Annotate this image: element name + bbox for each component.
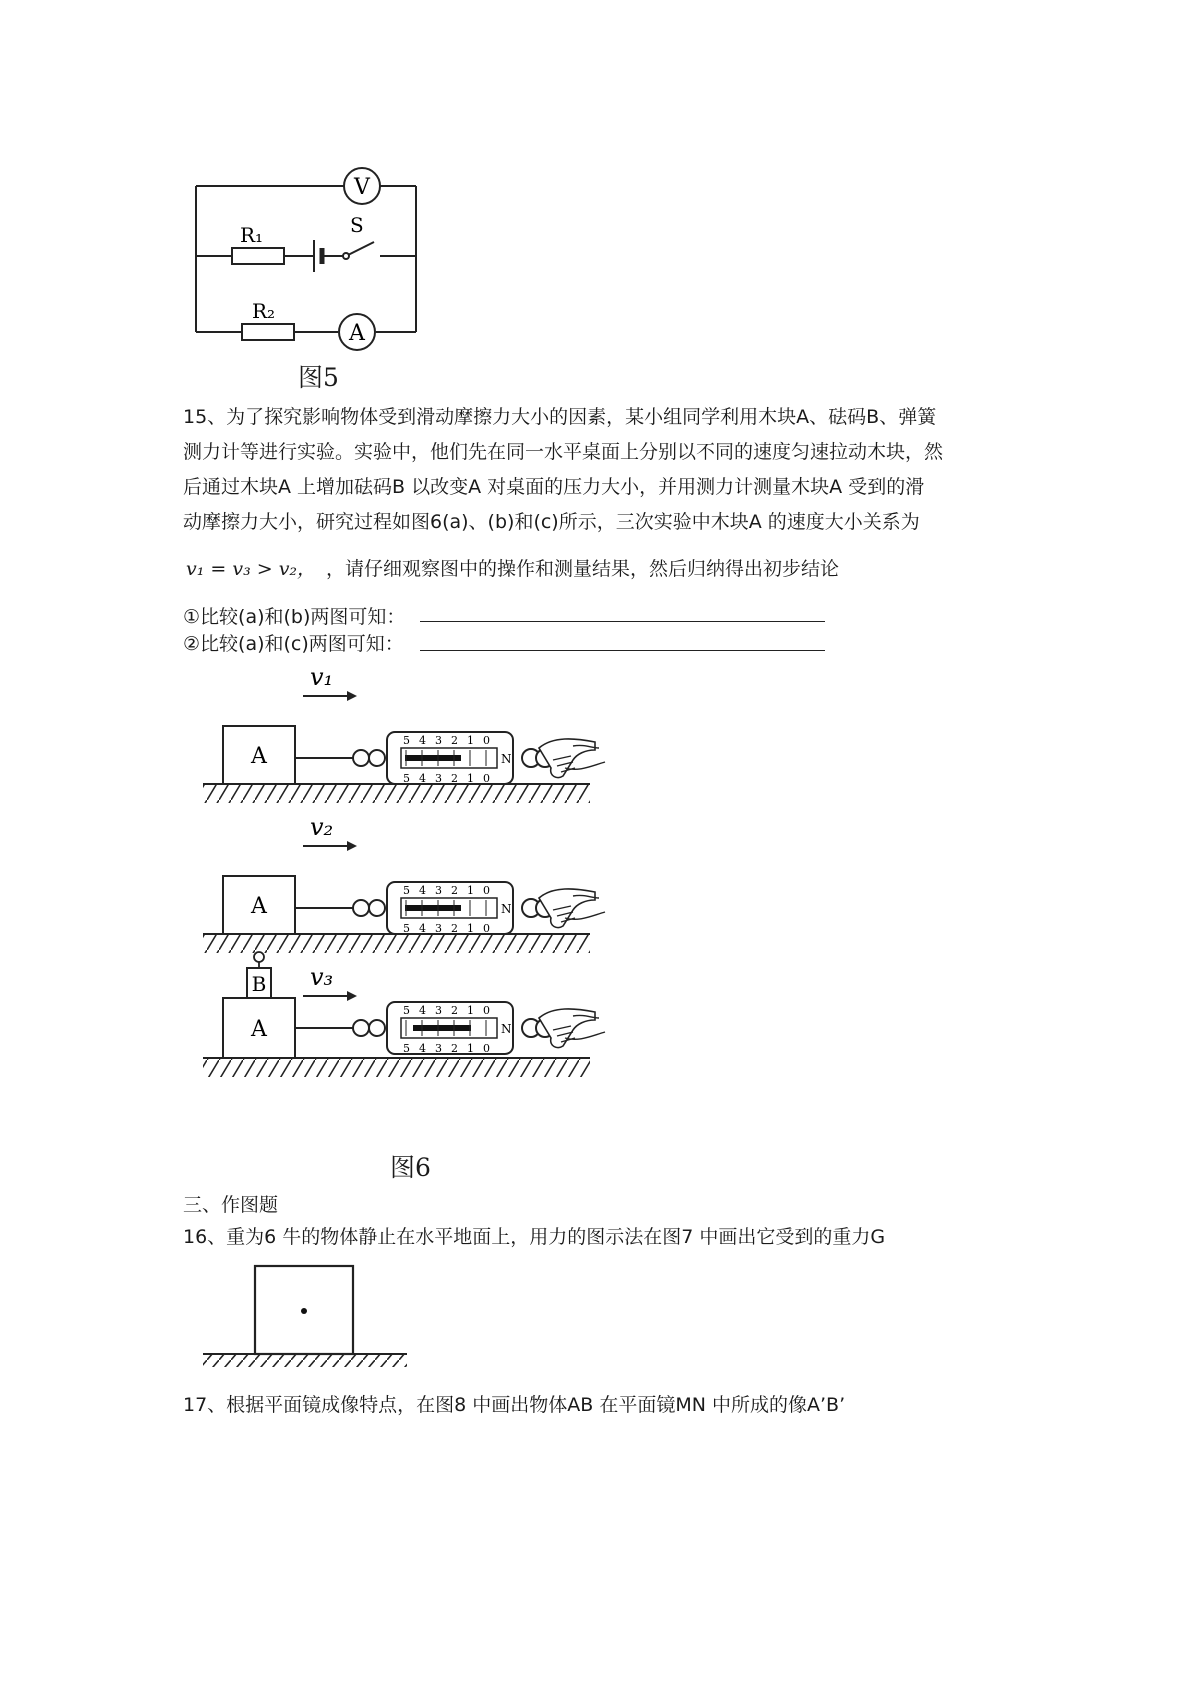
scale-digit-a-bottom-5: 5 [403,772,410,785]
switch-label: S [350,213,364,237]
scale-digit-b-top-5: 5 [403,884,410,897]
scale-unit-c: N [501,1022,512,1036]
scale-digit-c-top-3: 3 [435,1004,442,1017]
scale-digit-a-top-3: 3 [435,734,442,747]
scale-digit-a-top-0: 0 [483,734,490,747]
center-of-gravity-dot [301,1308,307,1314]
scale-digit-a-bottom-0: 0 [483,772,490,785]
scale-digit-b-bottom-1: 1 [467,922,474,935]
answer-blank-ac[interactable] [420,650,825,651]
q17-text: 17、根据平面镜成像特点，在图8 中画出物体AB 在平面镜MN 中所成的像A’B’ [183,1394,846,1416]
answer-blank-ab[interactable] [420,621,825,622]
q15-compare-ac: ②比较(a)和(c)两图可知： [183,633,404,655]
scale-digit-a-bottom-1: 1 [467,772,474,785]
scale-digit-c-top-2: 2 [451,1004,458,1017]
scale-digit-c-bottom-0: 0 [483,1042,490,1055]
scale-digit-c-top-0: 0 [483,1004,490,1017]
scale-digit-b-top-2: 2 [451,884,458,897]
voltmeter-label: V [354,175,370,200]
scale-digit-c-top-4: 4 [419,1004,426,1017]
q15-line-5: ，请仔细观察图中的操作和测量结果，然后归纳得出初步结论 [326,558,840,580]
scale-digit-b-bottom-2: 2 [451,922,458,935]
figure-5-caption: 图5 [298,363,339,392]
scale-digit-a-top-5: 5 [403,734,410,747]
q15-velocity-relation: v₁ = v₃ > v₂， [186,558,317,580]
scale-unit-b: N [501,902,512,916]
scale-digit-a-top-4: 4 [419,734,426,747]
scale-unit-a: N [501,752,512,766]
scale-digit-a-top-2: 2 [451,734,458,747]
scale-digit-c-bottom-3: 3 [435,1042,442,1055]
q15-compare-ab: ①比较(a)和(b)两图可知： [183,606,406,628]
scale-digit-b-bottom-3: 3 [435,922,442,935]
scale-digit-b-top-1: 1 [467,884,474,897]
figure-6-experiment [195,660,635,1130]
switch-blade [348,242,374,255]
velocity-label-c: v₃ [310,963,334,991]
block-label-a: A [251,744,267,769]
scale-digit-a-top-1: 1 [467,734,474,747]
scale-digit-c-top-1: 1 [467,1004,474,1017]
scale-bar-a [405,755,461,761]
scale-bar-b [405,905,461,911]
q16-text: 16、重为6 牛的物体静止在水平地面上，用力的图示法在图7 中画出它受到的重力G [183,1226,886,1248]
velocity-label-a: v₁ [310,663,334,691]
scale-digit-c-bottom-4: 4 [419,1042,426,1055]
scale-digit-b-bottom-4: 4 [419,922,426,935]
block-label-b: A [251,894,267,919]
scale-digit-c-bottom-2: 2 [451,1042,458,1055]
scale-digit-a-bottom-4: 4 [419,772,426,785]
scale-digit-a-bottom-2: 2 [451,772,458,785]
q15-line-3: 后通过木块A 上增加砝码B 以改变A 对桌面的压力大小，并用测力计测量木块A 受到的滑 [183,476,925,498]
ammeter-label: A [349,321,365,346]
q15-line-2: 测力计等进行实验。实验中，他们先在同一水平桌面上分别以不同的速度匀速拉动木块，然 [183,441,944,463]
r1-label: R₁ [240,223,264,247]
r2-label: R₂ [252,299,276,323]
scale-digit-b-top-3: 3 [435,884,442,897]
resistor-r1 [232,248,284,264]
scale-digit-b-top-4: 4 [419,884,426,897]
weight-label: B [251,972,267,996]
resistor-r2 [242,324,294,340]
weight-hook [254,952,264,962]
block-label-c: A [251,1017,267,1042]
q15-line-4: 动摩擦力大小，研究过程如图6(a)、(b)和(c)所示，三次实验中木块A 的速度大小关系为 [183,511,920,533]
figure-7-block [195,1262,415,1372]
q15-line-1: 15、为了探究影响物体受到滑动摩擦力大小的因素，某小组同学利用木块A、砝码B、弹簧 [183,406,937,428]
scale-digit-c-bottom-1: 1 [467,1042,474,1055]
section-3-title: 三、作图题 [183,1194,279,1216]
scale-digit-c-bottom-5: 5 [403,1042,410,1055]
figure-6-caption: 图6 [390,1153,431,1182]
velocity-label-b: v₂ [310,813,334,841]
scale-digit-a-bottom-3: 3 [435,772,442,785]
scale-digit-b-bottom-0: 0 [483,922,490,935]
scale-digit-c-top-5: 5 [403,1004,410,1017]
scale-digit-b-top-0: 0 [483,884,490,897]
scale-digit-b-bottom-5: 5 [403,922,410,935]
